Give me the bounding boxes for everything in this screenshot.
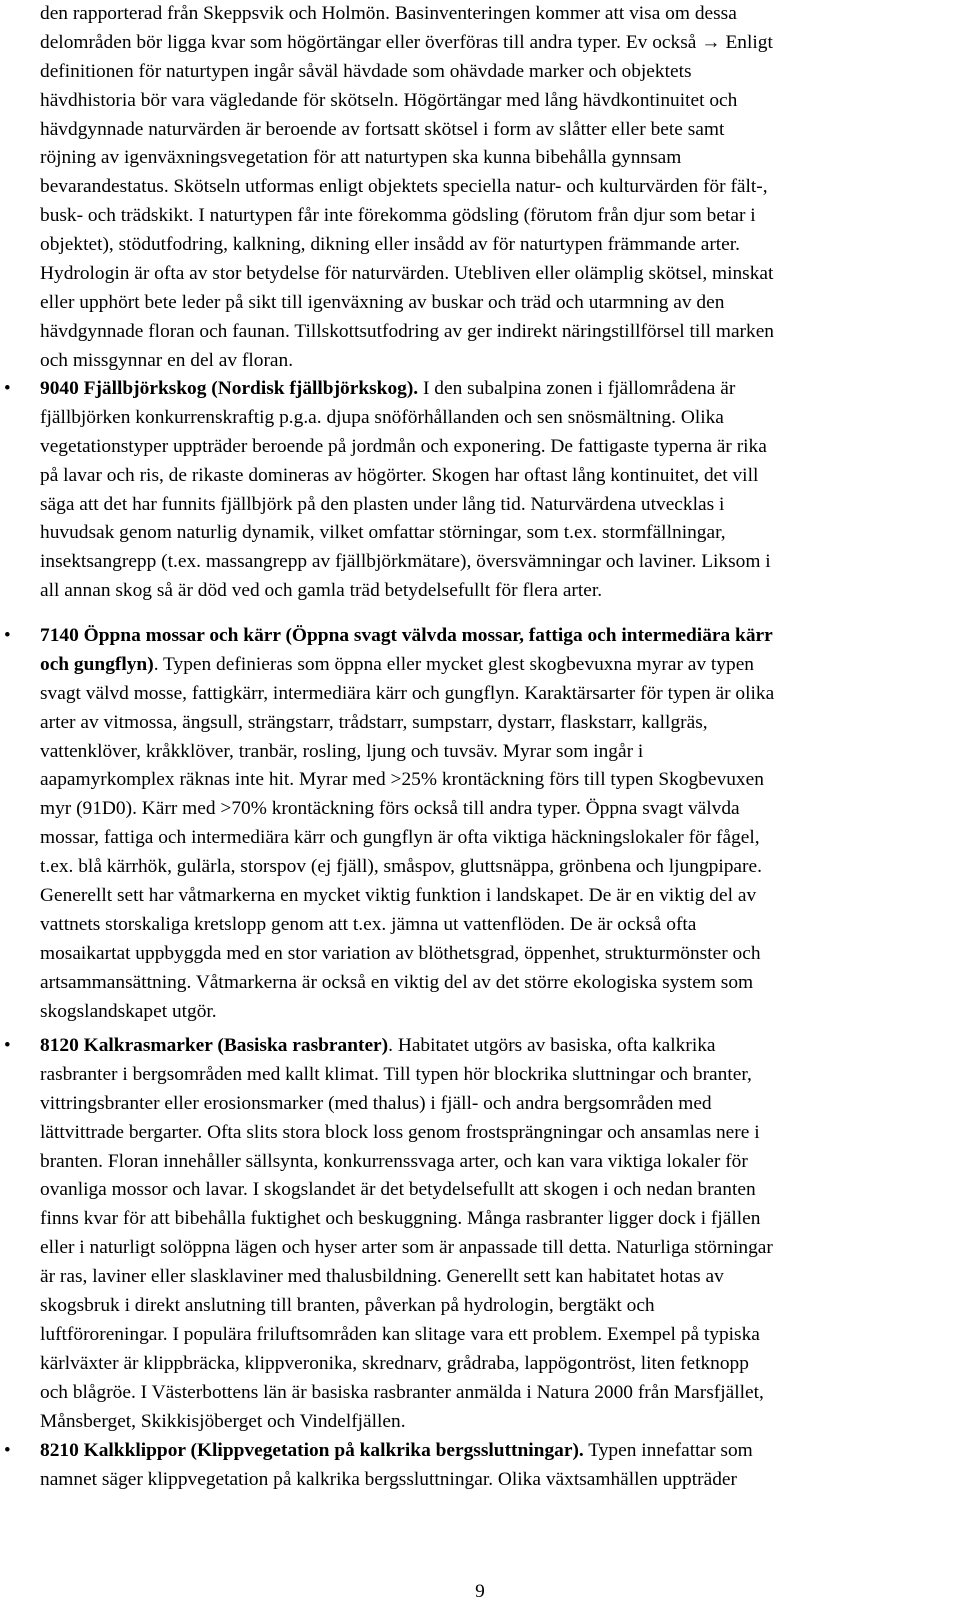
section-heading: 8210 Kalkklippor (Klippvegetation på kalkrika bergssluttningar). [40,1440,584,1461]
section-heading: 7140 Öppna mossar och kärr (Öppna svagt välvda mossar, fattiga och intermediära kärr [40,625,773,646]
paragraph-line: skogslandskapet utgör. [40,1000,217,1022]
paragraph-line: artsammansättning. Våtmarkerna är också en viktig del av det större ekologiska system som [40,971,754,993]
section-8210 [40,1437,940,1495]
paragraph-line: fjällbjörken konkurrenskraftig p.g.a. djupa snöförhållanden och sen snösmältning. Olika [40,406,724,428]
paragraph-line: luftföroreningar. I populära friluftsområden kan slitage vara ett problem. Exempel på typiska [40,1323,760,1345]
section-text: Typen innefattar som [583,1440,753,1461]
section-first-line [40,1032,940,1061]
bullet-icon: • [4,1440,11,1461]
paragraph-line: är ras, laviner eller slasklaviner med thalusbildning. Generellt sett kan habitatet hotas av [40,1266,724,1288]
paragraph-line: ovanliga mossor och lavar. I skogslandet är det betydelsefullt att skogen i och nedan branten [40,1179,756,1201]
paragraph-line: bevarandestatus. Skötseln utformas enligt objektets speciella natur- och kulturvärden för fält-, [40,176,768,198]
paragraph-line: insektsangrepp (t.ex. massangrepp av fjällbjörkmätare), översvämningar och laviner. Liksom i [40,551,771,573]
paragraph-line: säga att det har funnits fjällbjörk på den plasten under lång tid. Naturvärdena utvecklas i [40,493,725,515]
paragraph-line: t.ex. blå kärrhök, gulärla, storspov (ej fjäll), småspov, gluttsnäppa, grönbena och ljungpipare. [40,856,762,878]
paragraph-line: eller i naturligt solöppna lägen och hyser arter som är anpassade till detta. Naturliga störningar [40,1237,773,1259]
paragraph-line: busk- och trädskikt. I naturtypen får inte förekomma gödsling (förutom från djur som betar i [40,205,756,227]
bullet-icon: • [4,1035,11,1056]
paragraph-line: och blågröe. I Västerbottens län är basiska rasbranter anmälda i Natura 2000 från Marsfjället, [40,1381,764,1403]
paragraph-line: eller upphört bete leder på sikt till igenväxning av buskar och träd och utarmning av den [40,291,725,313]
section-heading: 9040 Fjällbjörkskog (Nordisk fjällbjörkskog). [40,378,419,399]
paragraph-line: definitionen för naturtypen ingår såväl hävdade som ohävdade marker och objektets [40,60,692,82]
paragraph-line: aapamyrkomplex räknas inte hit. Myrar med >25% krontäckning förs till typen Skogbevuxen [40,769,764,791]
paragraph-line: delområden bör ligga kvar som högörtängar eller överföras till andra typer. Ev också → Enligt [40,31,773,53]
paragraph-line: myr (91D0). Kärr med >70% krontäckning förs också till andra typer. Öppna svagt välvda [40,798,740,820]
section-text: . Habitatet utgörs av basiska, ofta kalkrika [388,1035,716,1056]
section-heading-part: och gungflyn) [40,653,154,675]
paragraph-line: mossar, fattiga och intermediära kärr och gungflyn är ofta viktiga häckningslokaler för fågel, [40,827,760,849]
intro-paragraph [40,0,940,376]
paragraph-line: namnet säger klippvegetation på kalkrika bergssluttningar. Olika växtsamhällen uppträder [40,1468,737,1490]
section-first-line [40,375,940,404]
paragraph-line: och missgynnar en del av floran. [40,349,294,371]
paragraph-line: röjning av igenväxningsvegetation för att naturtypen ska kunna bibehålla gynnsam [40,147,682,169]
bullet-icon: • [4,625,11,646]
section-heading-continued [40,651,940,680]
section-8120 [40,1032,940,1436]
section-text: . Typen definieras som öppna eller mycket glest skogbevuxna myrar av typen [153,653,754,675]
paragraph-line: vegetationstyper uppträder beroende på jordmån och exponering. De fattigaste typerna är rika [40,435,767,457]
section-heading: 8120 Kalkrasmarker (Basiska rasbranter) [40,1035,389,1056]
section-first-line [40,1437,940,1466]
paragraph-line: den rapporterad från Skeppsvik och Holmön. Basinventeringen kommer att visa om dessa [40,3,737,24]
paragraph-line: vittringsbranter eller erosionsmarker (med thalus) i fjäll- och andra bergsområden med [40,1092,712,1114]
paragraph-line: kärlväxter är klippbräcka, klippveronika, skrednarv, grådraba, lappögontröst, liten fetknopp [40,1352,749,1374]
bullet-icon: • [4,378,11,399]
paragraph-line: lättvittrade bergarter. Ofta slits stora block loss genom frostsprängningar och ansamlas nere i [40,1121,760,1143]
paragraph-line: hävdgynnade floran och faunan. Tillskottsutfodring av ger indirekt näringstillförsel till marken [40,320,775,342]
section-text: I den subalpina zonen i fjällområdena är [418,378,736,399]
paragraph-line: svagt välvd mosse, fattigkärr, intermediära kärr och gungflyn. Karaktärsarter för typen är olika [40,682,775,704]
page-number: 9 [475,1581,485,1602]
paragraph-line: huvudsak genom naturlig dynamik, vilket omfattar störningar, som t.ex. stormfällningar, [40,522,726,544]
paragraph-line: Hydrologin är ofta av stor betydelse för naturvärden. Utebliven eller olämplig skötsel, minskat [40,263,774,285]
paragraph-line: hävdhistoria bör vara vägledande för skötseln. Högörtängar med lång hävdkontinuitet och [40,89,738,111]
paragraph-line: Generellt sett har våtmarkerna en mycket viktig funktion i landskapet. De är en viktig del av [40,885,757,907]
section-9040 [40,375,940,606]
paragraph-line: mosaikartat uppbyggda med en stor variation av blöthetsgrad, öppenhet, strukturmönster och [40,942,761,964]
paragraph-line: arter av vitmossa, ängsull, strängstarr, trådstarr, sumpstarr, dystarr, flaskstarr, kallgräs, [40,711,708,733]
paragraph-line: rasbranter i bergsområden med kallt klimat. Till typen hör blockrika sluttningar och branter, [40,1063,752,1085]
paragraph-line: finns kvar för att bibehålla fuktighet och beskuggning. Många rasbranter ligger dock i fjällen [40,1208,761,1230]
paragraph-line: på lavar och ris, de rikaste domineras av högörter. Skogen har oftast lång kontinuitet, det vill [40,464,759,486]
paragraph-line: Månsberget, Skikkisjöberget och Vindelfjällen. [40,1410,406,1432]
paragraph-line: vattenklöver, kråkklöver, tranbär, rosling, ljung och tuvsäv. Myrar som ingår i [40,740,644,762]
section-7140 [40,622,940,1026]
paragraph-line: hävdgynnade naturvärden är beroende av fortsatt skötsel i form av slåtter eller bete samt [40,118,725,140]
paragraph-line: skogsbruk i direkt anslutning till branten, påverkan på hydrologin, bergtäkt och [40,1295,655,1317]
paragraph-line: all annan skog så är död ved och gamla träd betydelsefullt för flera arter. [40,580,603,602]
paragraph-line: objektet), stödutfodring, kalkning, dikning eller insådd av för naturtypen främmande arter. [40,234,741,256]
paragraph-line: vattnets storskaliga kretslopp genom att t.ex. jämna ut vattenflöden. De är också ofta [40,913,697,935]
paragraph-line: branten. Floran innehåller sällsynta, konkurrenssvaga arter, och kan vara viktiga lokaler för [40,1150,748,1172]
